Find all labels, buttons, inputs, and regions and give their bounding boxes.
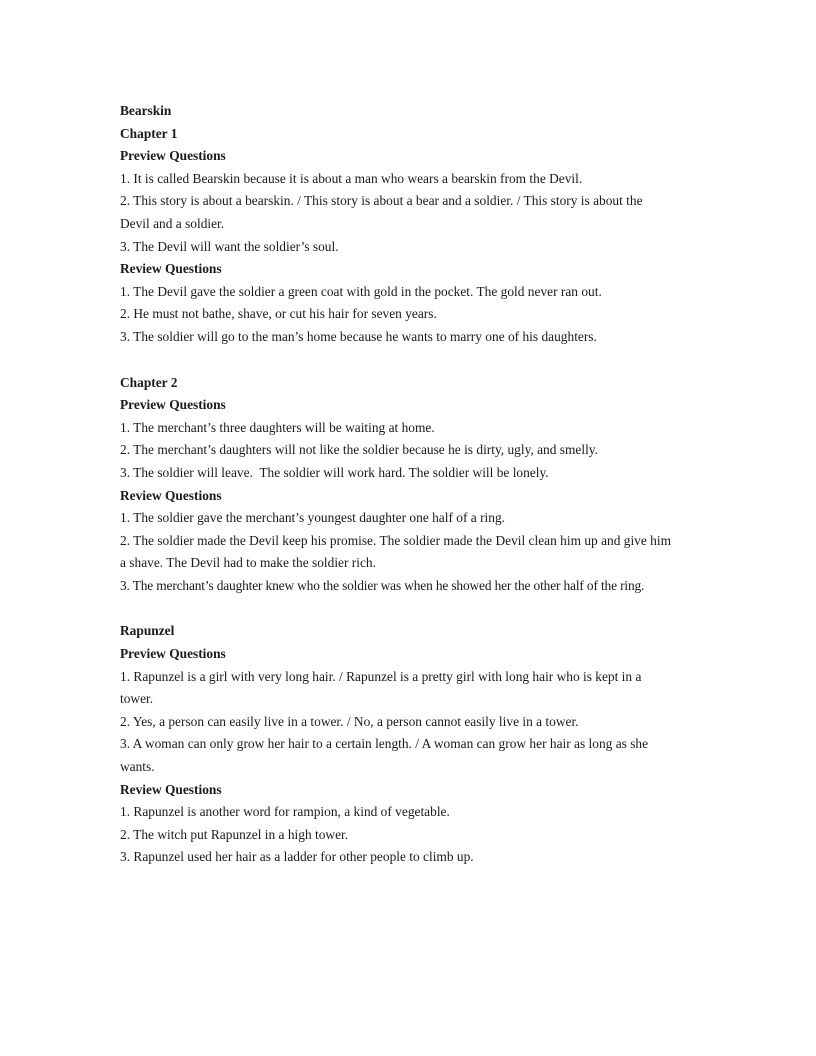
section-rapunzel	[120, 620, 700, 869]
review-answer: 1. Rapunzel is another word for rampion, a kind of vegetable.	[120, 804, 450, 820]
document-page	[120, 100, 700, 869]
review-answer: 3. The soldier will go to the man’s home because he wants to marry one of his daughters.	[120, 328, 597, 344]
chapter-heading: Chapter 1	[120, 125, 178, 141]
review-answer: 3. Rapunzel used her hair as a ladder for other people to climb up.	[120, 849, 474, 865]
preview-answer: 2. This story is about a bearskin. / This story is about a bear and a soldier. / This story is about the Devil and a soldier.	[120, 193, 643, 231]
preview-answer: 1. It is called Bearskin because it is about a man who wears a bearskin from the Devil.	[120, 170, 583, 186]
review-answer: 2. The witch put Rapunzel in a high tower.	[120, 826, 349, 842]
preview-answer: 3. A woman can only grow her hair to a certain length. / A woman can grow her hair as long as she wants.	[120, 736, 649, 775]
section-bearskin-chapter-1	[120, 100, 700, 349]
review-questions-heading: Review Questions	[120, 781, 222, 797]
preview-questions-heading: Preview Questions	[120, 148, 226, 164]
section-bearskin-chapter-2	[120, 372, 700, 598]
review-answer: 2. He must not bathe, shave, or cut his hair for seven years.	[120, 306, 437, 322]
review-answer: 3. The merchant’s daughter knew who the soldier was when he showed her the other half of the ring.	[120, 577, 645, 593]
preview-answer: 1. Rapunzel is a girl with very long hair. / Rapunzel is a pretty girl with long hair who is kept in a tower.	[120, 668, 642, 707]
review-questions-heading: Review Questions	[120, 261, 222, 277]
review-answer: 1. The Devil gave the soldier a green coat with gold in the pocket. The gold never ran out.	[120, 283, 602, 299]
review-questions-heading: Review Questions	[120, 487, 222, 503]
preview-answer: 1. The merchant’s three daughters will be waiting at home.	[120, 419, 435, 435]
story-title: Rapunzel	[120, 623, 175, 639]
preview-questions-heading: Preview Questions	[120, 646, 226, 662]
story-title: Bearskin	[120, 103, 172, 118]
chapter-heading: Chapter 2	[120, 374, 178, 390]
section-spacer	[120, 349, 700, 372]
review-answer: 1. The soldier gave the merchant’s youngest daughter one half of a ring.	[120, 510, 505, 526]
preview-answer: 3. The Devil will want the soldier’s soul.	[120, 238, 339, 254]
section-spacer	[120, 597, 700, 620]
review-answer: 2. The soldier made the Devil keep his promise. The soldier made the Devil clean him up and give him a shave. The Devil had to make the soldier rich.	[120, 532, 671, 571]
preview-answer: 2. The merchant’s daughters will not like the soldier because he is dirty, ugly, and smelly.	[120, 442, 598, 458]
preview-answer: 3. The soldier will leave. The soldier will work hard. The soldier will be lonely.	[120, 464, 549, 480]
preview-questions-heading: Preview Questions	[120, 397, 226, 413]
preview-answer: 2. Yes, a person can easily live in a tower. / No, a person cannot easily live in a tower.	[120, 713, 579, 729]
